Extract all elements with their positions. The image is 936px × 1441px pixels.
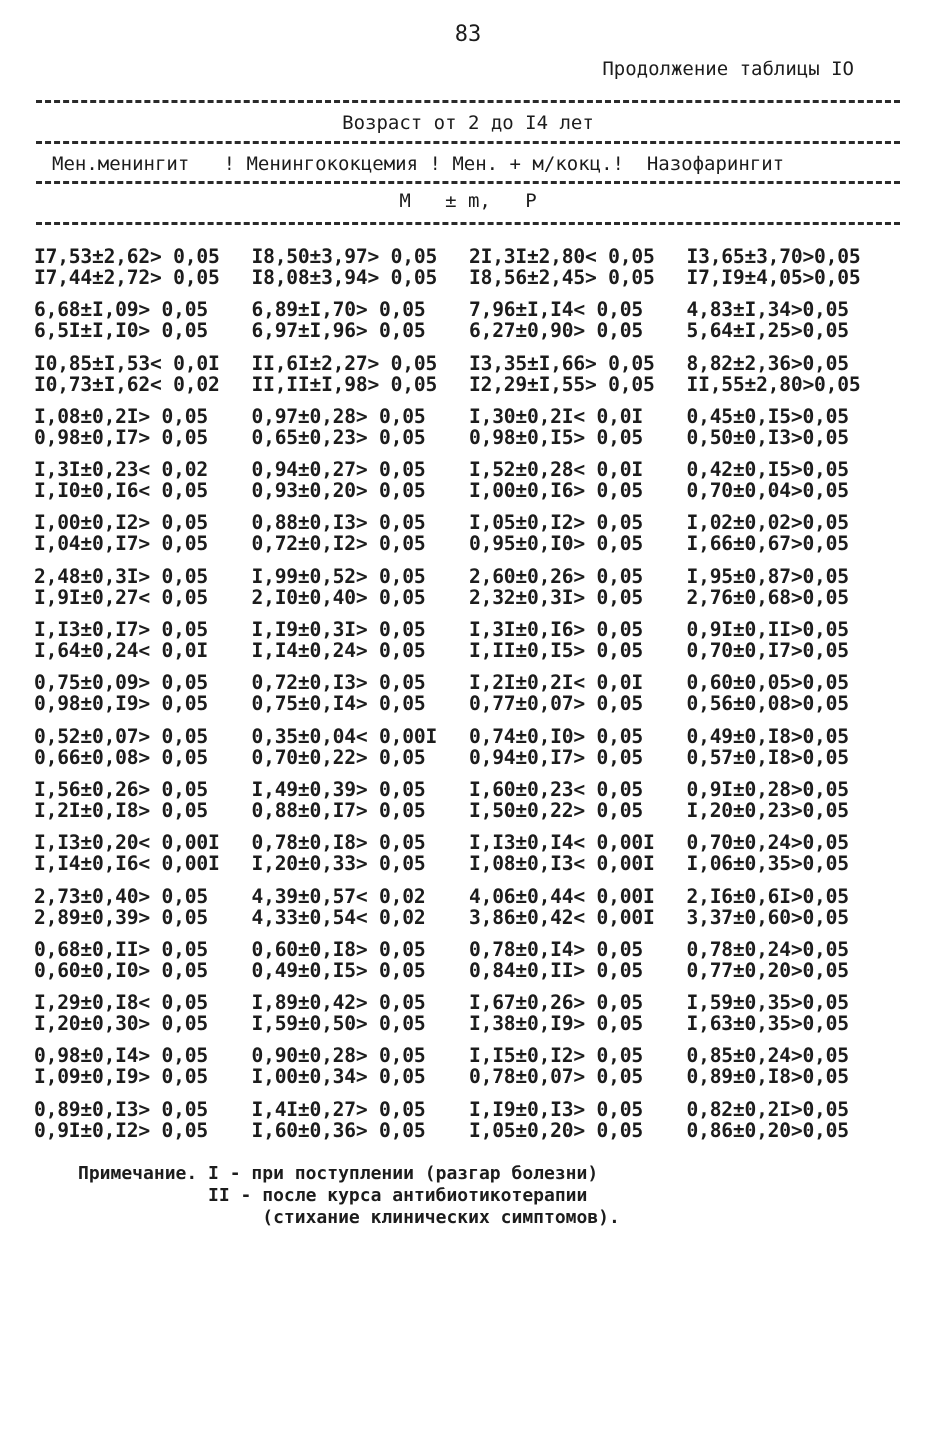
table-cell [34, 939, 252, 992]
table-row [34, 459, 904, 512]
value-admission: 0,75±0,09> 0,05 [34, 671, 208, 695]
value-admission: I,99±0,52> 0,05 [251, 564, 426, 588]
value-after-therapy: 0,49±0,I5> 0,05 [251, 958, 426, 982]
value-admission: 0,82±0,2I>0,05 [686, 1097, 849, 1121]
table-cell [252, 779, 470, 832]
value-after-therapy: I,38±0,I9> 0,05 [469, 1012, 643, 1036]
table-cell [34, 726, 252, 779]
value-admission: 2I,3I±2,80< 0,05 [469, 245, 655, 268]
value-admission: 0,49±0,I8>0,05 [686, 724, 849, 748]
value-admission: 0,97±0,28> 0,05 [251, 404, 426, 428]
table-row [34, 353, 904, 406]
value-after-therapy: I8,56±2,45> 0,05 [469, 266, 655, 289]
column-header: Мен.менингит ! Менингококцемия ! Мен. + м/кокц.! Назофарингит [52, 153, 785, 175]
table-cell [34, 459, 252, 512]
value-admission: 2,I6±0,6I>0,05 [686, 884, 849, 908]
table-row [34, 672, 904, 725]
value-admission: 0,45±0,I5>0,05 [686, 404, 849, 428]
value-admission: 0,78±0,I4> 0,05 [469, 937, 643, 961]
value-admission: I,05±0,I2> 0,05 [469, 511, 643, 535]
table-row [34, 406, 904, 459]
value-after-therapy: I,I4±0,I6< 0,00I [34, 852, 220, 876]
value-admission: I3,65±3,70>0,05 [686, 245, 861, 268]
table-cell [469, 939, 687, 992]
value-admission: I,I3±0,I4< 0,00I [469, 831, 655, 855]
value-after-therapy: I,64±0,24< 0,0I [34, 639, 208, 663]
value-admission: I,4I±0,27> 0,05 [251, 1097, 426, 1121]
value-admission: I0,85±I,53< 0,0I [34, 351, 220, 375]
table-row [34, 619, 904, 672]
value-admission: I,95±0,87>0,05 [686, 564, 849, 588]
table-cell [469, 619, 687, 672]
value-after-therapy: I,04±0,I7> 0,05 [34, 532, 208, 556]
note-line: (стихание клинических симптомов). [78, 1207, 620, 1228]
value-admission: I,I5±0,I2> 0,05 [469, 1044, 643, 1068]
divider [36, 222, 900, 225]
table-cell [34, 619, 252, 672]
table-cell [34, 406, 252, 459]
value-after-therapy: 0,89±0,I8>0,05 [686, 1065, 849, 1089]
value-after-therapy: 2,I0±0,40> 0,05 [251, 585, 426, 609]
value-admission: 0,70±0,24>0,05 [686, 831, 849, 855]
page-number: 83 [454, 22, 482, 47]
value-admission: 0,78±0,I8> 0,05 [251, 831, 426, 855]
table-cell [687, 886, 905, 939]
table-cell [252, 299, 470, 352]
table-cell [687, 992, 905, 1045]
value-admission: 0,60±0,I8> 0,05 [251, 937, 426, 961]
value-after-therapy: 0,84±0,II> 0,05 [469, 958, 643, 982]
table-cell [252, 1099, 470, 1152]
value-after-therapy: I,20±0,30> 0,05 [34, 1012, 208, 1036]
table-cell [34, 353, 252, 406]
value-after-therapy: 0,65±0,23> 0,05 [251, 425, 426, 449]
table-cell [252, 566, 470, 619]
table-cell [252, 353, 470, 406]
value-admission: 2,73±0,40> 0,05 [34, 884, 208, 908]
value-admission: 0,9I±0,28>0,05 [686, 777, 849, 801]
stats-header: M ± m, P [399, 190, 537, 212]
table-cell [469, 992, 687, 1045]
value-after-therapy: 0,77±0,20>0,05 [686, 958, 849, 982]
table-cell [252, 459, 470, 512]
value-after-therapy: 6,5I±I,I0> 0,05 [34, 319, 208, 343]
value-after-therapy: 0,50±0,I3>0,05 [686, 425, 849, 449]
table-row [34, 299, 904, 352]
value-after-therapy: 0,86±0,20>0,05 [686, 1118, 849, 1142]
value-after-therapy: 3,37±0,60>0,05 [686, 905, 849, 929]
table-row [34, 886, 904, 939]
value-admission: I,2I±0,2I< 0,0I [469, 671, 643, 695]
table-cell [34, 566, 252, 619]
table-cell [687, 939, 905, 992]
value-admission: 0,90±0,28> 0,05 [251, 1044, 426, 1068]
table-cell [687, 619, 905, 672]
value-admission: 0,60±0,05>0,05 [686, 671, 849, 695]
value-after-therapy: 0,72±0,I2> 0,05 [251, 532, 426, 556]
value-admission: I,52±0,28< 0,0I [469, 458, 643, 482]
value-after-therapy: I2,29±I,55> 0,05 [469, 372, 655, 396]
data-table [34, 246, 904, 1152]
table-cell [469, 406, 687, 459]
table-cell [469, 299, 687, 352]
value-after-therapy: 0,9I±0,I2> 0,05 [34, 1118, 208, 1142]
value-after-therapy: I,09±0,I9> 0,05 [34, 1065, 208, 1089]
value-admission: I,30±0,2I< 0,0I [469, 404, 643, 428]
value-after-therapy: 0,70±0,04>0,05 [686, 479, 849, 503]
table-cell [252, 939, 470, 992]
table-cell [252, 992, 470, 1045]
value-after-therapy: 0,95±0,I0> 0,05 [469, 532, 643, 556]
footnote [78, 1163, 620, 1229]
value-after-therapy: I,06±0,35>0,05 [686, 852, 849, 876]
value-admission: 6,89±I,70> 0,05 [251, 298, 426, 322]
table-row [34, 1045, 904, 1098]
value-admission: 0,98±0,I4> 0,05 [34, 1044, 208, 1068]
value-after-therapy: 0,56±0,08>0,05 [686, 692, 849, 716]
value-after-therapy: I7,I9±4,05>0,05 [686, 266, 861, 289]
table-cell [34, 779, 252, 832]
table-cell [252, 726, 470, 779]
value-admission: 0,35±0,04< 0,00I [251, 724, 438, 748]
table-cell [34, 992, 252, 1045]
table-row [34, 779, 904, 832]
value-after-therapy: I,9I±0,27< 0,05 [34, 585, 208, 609]
table-cell [687, 299, 905, 352]
table-cell [34, 1045, 252, 1098]
value-admission: 6,68±I,09> 0,05 [34, 298, 208, 322]
value-admission: 2,48±0,3I> 0,05 [34, 564, 208, 588]
table-cell [34, 832, 252, 885]
value-admission: 7,96±I,I4< 0,05 [469, 298, 643, 322]
value-after-therapy: I7,44±2,72> 0,05 [34, 266, 220, 289]
table-continuation-title: Продолжение таблицы IO [602, 58, 854, 80]
value-after-therapy: I,66±0,67>0,05 [686, 532, 849, 556]
value-after-therapy: 2,89±0,39> 0,05 [34, 905, 208, 929]
table-cell [469, 566, 687, 619]
value-after-therapy: I,20±0,33> 0,05 [251, 852, 426, 876]
table-cell [469, 512, 687, 565]
value-after-therapy: 6,27±0,90> 0,05 [469, 319, 643, 343]
table-cell [687, 459, 905, 512]
value-admission: 0,9I±0,II>0,05 [686, 618, 849, 642]
table-cell [469, 672, 687, 725]
table-row [34, 939, 904, 992]
value-after-therapy: 0,94±0,I7> 0,05 [469, 745, 643, 769]
value-admission: I7,53±2,62> 0,05 [34, 245, 220, 268]
table-cell [252, 619, 470, 672]
value-admission: I,60±0,23< 0,05 [469, 777, 643, 801]
value-after-therapy: 0,98±0,I7> 0,05 [34, 425, 208, 449]
table-cell [469, 246, 687, 299]
value-after-therapy: 0,77±0,07> 0,05 [469, 692, 643, 716]
value-admission: I3,35±I,66> 0,05 [469, 351, 655, 375]
value-after-therapy: II,II±I,98> 0,05 [251, 372, 438, 396]
table-cell [34, 672, 252, 725]
table-cell [687, 726, 905, 779]
table-cell [687, 246, 905, 299]
value-after-therapy: 4,33±0,54< 0,02 [251, 905, 426, 929]
value-after-therapy: 2,76±0,68>0,05 [686, 585, 849, 609]
table-cell [34, 886, 252, 939]
value-after-therapy: 0,98±0,I5> 0,05 [469, 425, 643, 449]
value-after-therapy: 5,64±I,25>0,05 [686, 319, 849, 343]
value-admission: I,3I±0,23< 0,02 [34, 458, 208, 482]
table-cell [687, 566, 905, 619]
table-cell [469, 832, 687, 885]
value-after-therapy: I,08±0,I3< 0,00I [469, 852, 655, 876]
value-after-therapy: 2,32±0,3I> 0,05 [469, 585, 643, 609]
value-admission: 0,52±0,07> 0,05 [34, 724, 208, 748]
note-line: II - после курса антибиотикотерапии [78, 1185, 588, 1206]
table-cell [687, 1045, 905, 1098]
table-cell [252, 1045, 470, 1098]
table-cell [469, 886, 687, 939]
table-row [34, 246, 904, 299]
value-admission: II,6I±2,27> 0,05 [251, 351, 438, 375]
table-cell [469, 1099, 687, 1152]
table-cell [687, 512, 905, 565]
table-row [34, 512, 904, 565]
value-admission: I,29±0,I8< 0,05 [34, 991, 208, 1015]
table-cell [252, 832, 470, 885]
value-after-therapy: I,II±0,I5> 0,05 [469, 639, 643, 663]
value-admission: I,I9±0,3I> 0,05 [251, 618, 426, 642]
table-cell [252, 406, 470, 459]
table-cell [252, 886, 470, 939]
value-admission: 2,60±0,26> 0,05 [469, 564, 643, 588]
value-admission: I,I9±0,I3> 0,05 [469, 1097, 643, 1121]
value-after-therapy: II,55±2,80>0,05 [686, 372, 861, 396]
value-after-therapy: 0,66±0,08> 0,05 [34, 745, 208, 769]
value-after-therapy: I,63±0,35>0,05 [686, 1012, 849, 1036]
value-after-therapy: I,I4±0,24> 0,05 [251, 639, 426, 663]
value-admission: I,02±0,02>0,05 [686, 511, 849, 535]
value-admission: 0,88±0,I3> 0,05 [251, 511, 426, 535]
divider [36, 181, 900, 184]
table-row [34, 1099, 904, 1152]
value-after-therapy: I,I0±0,I6< 0,05 [34, 479, 208, 503]
table-cell [34, 246, 252, 299]
value-admission: I,3I±0,I6> 0,05 [469, 618, 643, 642]
value-admission: I,59±0,35>0,05 [686, 991, 849, 1015]
value-after-therapy: 6,97±I,96> 0,05 [251, 319, 426, 343]
value-admission: 0,68±0,II> 0,05 [34, 937, 208, 961]
table-cell [469, 1045, 687, 1098]
value-after-therapy: I,20±0,23>0,05 [686, 798, 849, 822]
divider [36, 141, 900, 144]
value-admission: 0,89±0,I3> 0,05 [34, 1097, 208, 1121]
table-cell [469, 726, 687, 779]
table-row [34, 832, 904, 885]
divider [36, 100, 900, 103]
value-admission: 0,94±0,27> 0,05 [251, 458, 426, 482]
table-cell [469, 459, 687, 512]
value-after-therapy: I,05±0,20> 0,05 [469, 1118, 643, 1142]
value-after-therapy: I0,73±I,62< 0,02 [34, 372, 220, 396]
table-cell [687, 779, 905, 832]
table-row [34, 726, 904, 779]
value-after-therapy: I8,08±3,94> 0,05 [251, 266, 438, 289]
value-after-therapy: 0,70±0,I7>0,05 [686, 639, 849, 663]
table-cell [252, 672, 470, 725]
value-admission: 0,42±0,I5>0,05 [686, 458, 849, 482]
note-line: Примечание. I - при поступлении (разгар болезни) [78, 1163, 599, 1184]
table-cell [34, 512, 252, 565]
value-after-therapy: 0,93±0,20> 0,05 [251, 479, 426, 503]
value-admission: I8,50±3,97> 0,05 [251, 245, 438, 268]
value-after-therapy: I,2I±0,I8> 0,05 [34, 798, 208, 822]
value-after-therapy: I,59±0,50> 0,05 [251, 1012, 426, 1036]
value-after-therapy: 0,60±0,I0> 0,05 [34, 958, 208, 982]
value-admission: I,00±0,I2> 0,05 [34, 511, 208, 535]
value-after-therapy: 0,78±0,07> 0,05 [469, 1065, 643, 1089]
value-admission: 0,72±0,I3> 0,05 [251, 671, 426, 695]
value-after-therapy: 0,75±0,I4> 0,05 [251, 692, 426, 716]
value-after-therapy: I,00±0,34> 0,05 [251, 1065, 426, 1089]
value-admission: 4,06±0,44< 0,00I [469, 884, 655, 908]
table-cell [687, 672, 905, 725]
value-admission: 4,39±0,57< 0,02 [251, 884, 426, 908]
value-admission: I,08±0,2I> 0,05 [34, 404, 208, 428]
value-admission: 8,82±2,36>0,05 [686, 351, 849, 375]
value-admission: I,49±0,39> 0,05 [251, 777, 426, 801]
value-admission: I,56±0,26> 0,05 [34, 777, 208, 801]
table-cell [469, 353, 687, 406]
value-admission: I,89±0,42> 0,05 [251, 991, 426, 1015]
table-row [34, 566, 904, 619]
table-cell [687, 1099, 905, 1152]
table-cell [687, 832, 905, 885]
table-cell [252, 512, 470, 565]
value-admission: I,I3±0,20< 0,00I [34, 831, 220, 855]
table-row [34, 992, 904, 1045]
value-admission: I,I3±0,I7> 0,05 [34, 618, 208, 642]
value-after-therapy: 0,88±0,I7> 0,05 [251, 798, 426, 822]
value-admission: 4,83±I,34>0,05 [686, 298, 849, 322]
value-after-therapy: 0,70±0,22> 0,05 [251, 745, 426, 769]
value-after-therapy: I,00±0,I6> 0,05 [469, 479, 643, 503]
value-after-therapy: I,60±0,36> 0,05 [251, 1118, 426, 1142]
value-admission: 0,74±0,I0> 0,05 [469, 724, 643, 748]
table-cell [687, 406, 905, 459]
value-after-therapy: 0,98±0,I9> 0,05 [34, 692, 208, 716]
age-header: Возраст от 2 до I4 лет [342, 112, 594, 134]
value-after-therapy: 3,86±0,42< 0,00I [469, 905, 655, 929]
table-cell [34, 299, 252, 352]
value-admission: I,67±0,26> 0,05 [469, 991, 643, 1015]
value-after-therapy: 0,57±0,I8>0,05 [686, 745, 849, 769]
table-cell [34, 1099, 252, 1152]
value-after-therapy: I,50±0,22> 0,05 [469, 798, 643, 822]
value-admission: 0,85±0,24>0,05 [686, 1044, 849, 1068]
table-cell [252, 246, 470, 299]
table-cell [687, 353, 905, 406]
value-admission: 0,78±0,24>0,05 [686, 937, 849, 961]
table-cell [469, 779, 687, 832]
